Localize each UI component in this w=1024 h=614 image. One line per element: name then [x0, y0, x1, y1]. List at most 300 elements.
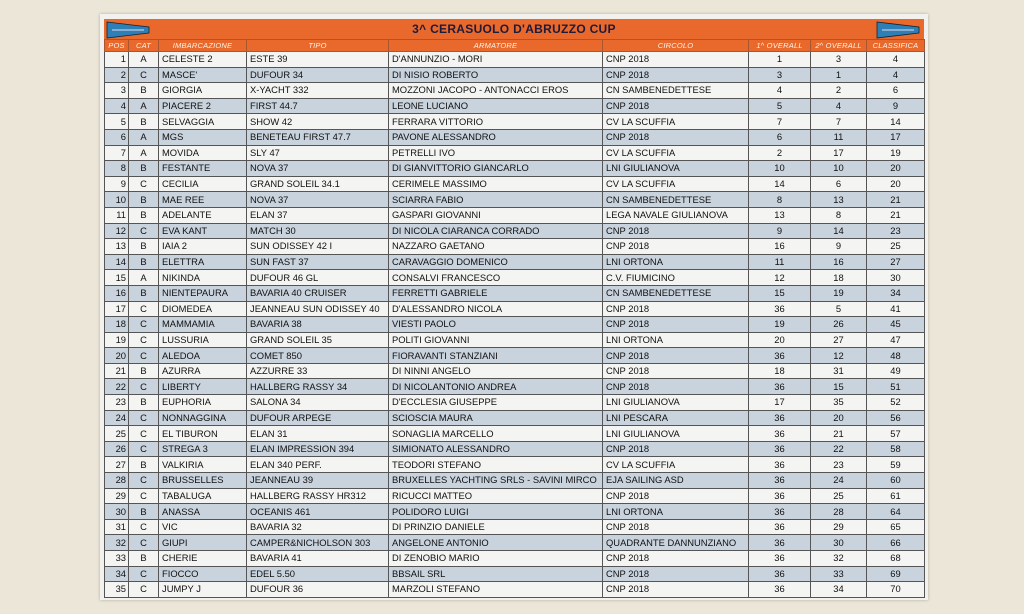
- cell-total: 45: [867, 317, 925, 333]
- cell-cat: B: [129, 363, 159, 379]
- cell-owner: TEODORI STEFANO: [389, 457, 603, 473]
- cell-overall-2: 18: [811, 270, 867, 286]
- cell-overall-2: 27: [811, 332, 867, 348]
- cell-type: X-YACHT 332: [247, 83, 389, 99]
- cell-overall-2: 6: [811, 176, 867, 192]
- cell-club: CV LA SCUFFIA: [603, 114, 749, 130]
- cell-pos: 19: [105, 332, 129, 348]
- cell-cat: C: [129, 488, 159, 504]
- cell-total: 21: [867, 192, 925, 208]
- cell-type: ELAN IMPRESSION 394: [247, 441, 389, 457]
- cell-pos: 28: [105, 473, 129, 489]
- cell-cat: C: [129, 582, 159, 598]
- cell-total: 19: [867, 145, 925, 161]
- cell-type: NOVA 37: [247, 192, 389, 208]
- cell-boat: CECILIA: [159, 176, 247, 192]
- cell-cat: C: [129, 332, 159, 348]
- cell-type: HALLBERG RASSY HR312: [247, 488, 389, 504]
- cell-owner: VIESTI PAOLO: [389, 317, 603, 333]
- cell-boat: EUPHORIA: [159, 395, 247, 411]
- cell-club: CV LA SCUFFIA: [603, 457, 749, 473]
- cell-owner: MOZZONI JACOPO - ANTONACCI EROS: [389, 83, 603, 99]
- cell-overall-1: 1: [749, 52, 811, 68]
- table-row: [105, 83, 925, 99]
- table-row: [105, 566, 925, 582]
- cell-pos: 9: [105, 176, 129, 192]
- cell-overall-2: 8: [811, 207, 867, 223]
- cell-pos: 7: [105, 145, 129, 161]
- table-row: [105, 363, 925, 379]
- cell-boat: MAMMAMIA: [159, 317, 247, 333]
- cell-type: ELAN 340 PERF.: [247, 457, 389, 473]
- cell-pos: 32: [105, 535, 129, 551]
- cell-overall-1: 13: [749, 207, 811, 223]
- cell-cat: B: [129, 285, 159, 301]
- cell-total: 25: [867, 239, 925, 255]
- cell-total: 20: [867, 161, 925, 177]
- cell-overall-2: 5: [811, 301, 867, 317]
- cell-owner: NAZZARO GAETANO: [389, 239, 603, 255]
- cell-boat: IAIA 2: [159, 239, 247, 255]
- cell-pos: 8: [105, 161, 129, 177]
- cell-boat: GIORGIA: [159, 83, 247, 99]
- table-row: [105, 192, 925, 208]
- cell-cat: B: [129, 114, 159, 130]
- cell-overall-1: 36: [749, 301, 811, 317]
- cell-owner: POLITI GIOVANNI: [389, 332, 603, 348]
- cell-boat: ALEDOA: [159, 348, 247, 364]
- cell-total: 47: [867, 332, 925, 348]
- cell-boat: ADELANTE: [159, 207, 247, 223]
- cell-cat: B: [129, 161, 159, 177]
- cell-overall-2: 22: [811, 441, 867, 457]
- table-row: [105, 410, 925, 426]
- cell-overall-2: 25: [811, 488, 867, 504]
- cell-club: CNP 2018: [603, 67, 749, 83]
- cell-boat: PIACERE 2: [159, 98, 247, 114]
- cell-overall-2: 2: [811, 83, 867, 99]
- cell-club: LNI ORTONA: [603, 504, 749, 520]
- table-row: [105, 348, 925, 364]
- table-row: [105, 145, 925, 161]
- cell-total: 4: [867, 52, 925, 68]
- cell-pos: 12: [105, 223, 129, 239]
- cell-boat: STREGA 3: [159, 441, 247, 457]
- cell-owner: D'ALESSANDRO NICOLA: [389, 301, 603, 317]
- cell-boat: MOVIDA: [159, 145, 247, 161]
- cell-overall-1: 9: [749, 223, 811, 239]
- cell-club: CV LA SCUFFIA: [603, 145, 749, 161]
- cell-total: 52: [867, 395, 925, 411]
- cell-overall-2: 17: [811, 145, 867, 161]
- table-row: [105, 114, 925, 130]
- table-row: [105, 441, 925, 457]
- cell-type: GRAND SOLEIL 35: [247, 332, 389, 348]
- cell-owner: SCIOSCIA MAURA: [389, 410, 603, 426]
- cell-boat: CHERIE: [159, 551, 247, 567]
- table-body: [105, 52, 925, 598]
- cell-pos: 31: [105, 519, 129, 535]
- cell-overall-2: 1: [811, 67, 867, 83]
- cell-club: CNP 2018: [603, 488, 749, 504]
- cell-total: 66: [867, 535, 925, 551]
- cell-type: DUFOUR 46 GL: [247, 270, 389, 286]
- cell-cat: B: [129, 551, 159, 567]
- cell-owner: DI NISIO ROBERTO: [389, 67, 603, 83]
- cell-overall-2: 15: [811, 379, 867, 395]
- cell-boat: MGS: [159, 129, 247, 145]
- cell-owner: FERRARA VITTORIO: [389, 114, 603, 130]
- cell-overall-2: 35: [811, 395, 867, 411]
- cell-club: LNI GIULIANOVA: [603, 395, 749, 411]
- results-sheet: [100, 14, 928, 600]
- cell-total: 64: [867, 504, 925, 520]
- cell-type: SUN ODISSEY 42 I: [247, 239, 389, 255]
- cell-overall-1: 20: [749, 332, 811, 348]
- cell-overall-1: 36: [749, 473, 811, 489]
- cell-owner: DI NICOLA CIARANCA CORRADO: [389, 223, 603, 239]
- cell-boat: CELESTE 2: [159, 52, 247, 68]
- cell-owner: ANGELONE ANTONIO: [389, 535, 603, 551]
- cell-club: EJA SAILING ASD: [603, 473, 749, 489]
- cell-pos: 25: [105, 426, 129, 442]
- cell-club: CNP 2018: [603, 519, 749, 535]
- cell-overall-2: 12: [811, 348, 867, 364]
- cell-boat: NONNAGGINA: [159, 410, 247, 426]
- cell-pos: 33: [105, 551, 129, 567]
- cell-total: 30: [867, 270, 925, 286]
- cell-total: 41: [867, 301, 925, 317]
- cell-overall-2: 4: [811, 98, 867, 114]
- cell-owner: GASPARI GIOVANNI: [389, 207, 603, 223]
- cell-owner: D'ANNUNZIO - MORI: [389, 52, 603, 68]
- table-row: [105, 67, 925, 83]
- cell-overall-1: 36: [749, 488, 811, 504]
- cell-type: HALLBERG RASSY 34: [247, 379, 389, 395]
- cell-type: BAVARIA 40 CRUISER: [247, 285, 389, 301]
- cell-overall-1: 16: [749, 239, 811, 255]
- cell-overall-2: 9: [811, 239, 867, 255]
- cell-cat: A: [129, 270, 159, 286]
- cell-boat: VIC: [159, 519, 247, 535]
- cell-type: BAVARIA 38: [247, 317, 389, 333]
- cell-cat: C: [129, 176, 159, 192]
- cell-overall-2: 21: [811, 426, 867, 442]
- cell-cat: B: [129, 207, 159, 223]
- table-header-row: [105, 40, 925, 52]
- cell-overall-1: 36: [749, 551, 811, 567]
- cell-cat: C: [129, 441, 159, 457]
- cell-cat: C: [129, 519, 159, 535]
- cell-pos: 2: [105, 67, 129, 83]
- table-row: [105, 270, 925, 286]
- cell-owner: BRUXELLES YACHTING SRLS - SAVINI MIRCO: [389, 473, 603, 489]
- header-overall-2: 2^ OVERALL: [811, 40, 867, 52]
- cell-overall-2: 3: [811, 52, 867, 68]
- cell-club: CNP 2018: [603, 566, 749, 582]
- cell-owner: POLIDORO LUIGI: [389, 504, 603, 520]
- cell-pos: 13: [105, 239, 129, 255]
- cell-cat: A: [129, 98, 159, 114]
- cell-cat: A: [129, 145, 159, 161]
- cell-total: 27: [867, 254, 925, 270]
- cell-cat: B: [129, 504, 159, 520]
- cell-overall-2: 26: [811, 317, 867, 333]
- cell-cat: B: [129, 192, 159, 208]
- cell-pos: 6: [105, 129, 129, 145]
- cell-club: CNP 2018: [603, 52, 749, 68]
- cell-boat: DIOMEDEA: [159, 301, 247, 317]
- cell-type: DUFOUR 36: [247, 582, 389, 598]
- cell-overall-2: 10: [811, 161, 867, 177]
- table-row: [105, 301, 925, 317]
- cell-type: AZZURRE 33: [247, 363, 389, 379]
- cell-type: SUN FAST 37: [247, 254, 389, 270]
- cell-overall-1: 36: [749, 535, 811, 551]
- cell-overall-2: 34: [811, 582, 867, 598]
- cell-club: CN SAMBENEDETTESE: [603, 285, 749, 301]
- cell-boat: FESTANTE: [159, 161, 247, 177]
- cell-overall-1: 36: [749, 457, 811, 473]
- cell-boat: LIBERTY: [159, 379, 247, 395]
- cell-pos: 17: [105, 301, 129, 317]
- cell-owner: RICUCCI MATTEO: [389, 488, 603, 504]
- cell-type: NOVA 37: [247, 161, 389, 177]
- cell-owner: SIMIONATO ALESSANDRO: [389, 441, 603, 457]
- cell-type: JEANNEAU SUN ODISSEY 40: [247, 301, 389, 317]
- cell-owner: PAVONE ALESSANDRO: [389, 129, 603, 145]
- cell-cat: C: [129, 67, 159, 83]
- cell-pos: 26: [105, 441, 129, 457]
- cell-boat: FIOCCO: [159, 566, 247, 582]
- cell-cat: C: [129, 301, 159, 317]
- cell-type: SLY 47: [247, 145, 389, 161]
- results-table: [104, 39, 925, 598]
- cell-total: 51: [867, 379, 925, 395]
- cell-cat: C: [129, 317, 159, 333]
- cell-boat: VALKIRIA: [159, 457, 247, 473]
- cell-total: 14: [867, 114, 925, 130]
- cell-club: CV LA SCUFFIA: [603, 176, 749, 192]
- cell-overall-1: 19: [749, 317, 811, 333]
- cell-boat: ANASSA: [159, 504, 247, 520]
- table-row: [105, 254, 925, 270]
- cell-club: CNP 2018: [603, 441, 749, 457]
- cell-cat: B: [129, 254, 159, 270]
- cell-type: SALONA 34: [247, 395, 389, 411]
- cell-overall-1: 36: [749, 441, 811, 457]
- cell-overall-2: 11: [811, 129, 867, 145]
- cell-type: ELAN 31: [247, 426, 389, 442]
- cell-type: MATCH 30: [247, 223, 389, 239]
- cell-pos: 24: [105, 410, 129, 426]
- cell-overall-1: 2: [749, 145, 811, 161]
- table-row: [105, 317, 925, 333]
- cell-overall-1: 11: [749, 254, 811, 270]
- cell-owner: DI NINNI ANGELO: [389, 363, 603, 379]
- table-row: [105, 426, 925, 442]
- cell-pos: 30: [105, 504, 129, 520]
- cell-boat: NIENTEPAURA: [159, 285, 247, 301]
- cell-owner: CARAVAGGIO DOMENICO: [389, 254, 603, 270]
- cell-overall-1: 10: [749, 161, 811, 177]
- cell-boat: SELVAGGIA: [159, 114, 247, 130]
- cell-overall-1: 6: [749, 129, 811, 145]
- cell-total: 17: [867, 129, 925, 145]
- cell-club: CNP 2018: [603, 348, 749, 364]
- cell-overall-1: 3: [749, 67, 811, 83]
- cell-pos: 5: [105, 114, 129, 130]
- table-row: [105, 504, 925, 520]
- cell-total: 6: [867, 83, 925, 99]
- cell-total: 23: [867, 223, 925, 239]
- cell-owner: DI ZENOBIO MARIO: [389, 551, 603, 567]
- cell-club: LNI GIULIANOVA: [603, 161, 749, 177]
- cell-pos: 16: [105, 285, 129, 301]
- cell-pos: 10: [105, 192, 129, 208]
- header-pos: POS: [105, 40, 129, 52]
- cell-overall-1: 14: [749, 176, 811, 192]
- cell-club: CNP 2018: [603, 129, 749, 145]
- cell-club: CNP 2018: [603, 301, 749, 317]
- cell-boat: BRUSSELLES: [159, 473, 247, 489]
- cell-overall-2: 20: [811, 410, 867, 426]
- cell-overall-1: 36: [749, 582, 811, 598]
- cell-cat: C: [129, 379, 159, 395]
- table-row: [105, 207, 925, 223]
- cell-total: 58: [867, 441, 925, 457]
- cell-pos: 18: [105, 317, 129, 333]
- cell-overall-1: 36: [749, 566, 811, 582]
- cell-overall-2: 24: [811, 473, 867, 489]
- cell-club: CN SAMBENEDETTESE: [603, 83, 749, 99]
- header-armatore: ARMATORE: [389, 40, 603, 52]
- table-row: [105, 176, 925, 192]
- cell-owner: CERIMELE MASSIMO: [389, 176, 603, 192]
- cell-pos: 3: [105, 83, 129, 99]
- cell-owner: LEONE LUCIANO: [389, 98, 603, 114]
- cell-total: 70: [867, 582, 925, 598]
- cell-overall-2: 13: [811, 192, 867, 208]
- cell-type: BAVARIA 41: [247, 551, 389, 567]
- header-circolo: CIRCOLO: [603, 40, 749, 52]
- cell-boat: LUSSURIA: [159, 332, 247, 348]
- cell-pos: 20: [105, 348, 129, 364]
- table-row: [105, 98, 925, 114]
- cell-total: 59: [867, 457, 925, 473]
- cell-total: 4: [867, 67, 925, 83]
- cell-type: EDEL 5.50: [247, 566, 389, 582]
- cell-total: 21: [867, 207, 925, 223]
- cell-type: ESTE 39: [247, 52, 389, 68]
- cell-boat: NIKINDA: [159, 270, 247, 286]
- cell-overall-1: 18: [749, 363, 811, 379]
- club-burgee-icon: [106, 21, 150, 39]
- cell-pos: 15: [105, 270, 129, 286]
- cell-type: DUFOUR ARPEGE: [247, 410, 389, 426]
- cell-type: JEANNEAU 39: [247, 473, 389, 489]
- cell-overall-1: 7: [749, 114, 811, 130]
- cell-pos: 4: [105, 98, 129, 114]
- cell-overall-1: 8: [749, 192, 811, 208]
- cell-boat: MAE REE: [159, 192, 247, 208]
- cell-cat: B: [129, 395, 159, 411]
- cell-overall-2: 28: [811, 504, 867, 520]
- cell-total: 57: [867, 426, 925, 442]
- cell-owner: DI NICOLANTONIO ANDREA: [389, 379, 603, 395]
- cell-boat: JUMPY J: [159, 582, 247, 598]
- cell-boat: ELETTRA: [159, 254, 247, 270]
- cell-overall-2: 16: [811, 254, 867, 270]
- cell-boat: EVA KANT: [159, 223, 247, 239]
- cell-overall-1: 17: [749, 395, 811, 411]
- cell-total: 60: [867, 473, 925, 489]
- cell-total: 48: [867, 348, 925, 364]
- cell-boat: MASCE': [159, 67, 247, 83]
- cell-overall-2: 30: [811, 535, 867, 551]
- cell-owner: PETRELLI IVO: [389, 145, 603, 161]
- cell-overall-1: 15: [749, 285, 811, 301]
- table-row: [105, 535, 925, 551]
- cell-overall-1: 36: [749, 519, 811, 535]
- cell-owner: CONSALVI FRANCESCO: [389, 270, 603, 286]
- table-row: [105, 239, 925, 255]
- table-row: [105, 52, 925, 68]
- cell-cat: C: [129, 410, 159, 426]
- cell-total: 34: [867, 285, 925, 301]
- cell-total: 20: [867, 176, 925, 192]
- cell-cat: C: [129, 535, 159, 551]
- cell-pos: 34: [105, 566, 129, 582]
- cell-owner: SCIARRA FABIO: [389, 192, 603, 208]
- cell-club: CNP 2018: [603, 551, 749, 567]
- table-row: [105, 161, 925, 177]
- cell-club: CNP 2018: [603, 223, 749, 239]
- header-overall-1: 1^ OVERALL: [749, 40, 811, 52]
- cell-type: BAVARIA 32: [247, 519, 389, 535]
- cell-overall-1: 4: [749, 83, 811, 99]
- cell-overall-2: 31: [811, 363, 867, 379]
- table-row: [105, 473, 925, 489]
- table-row: [105, 395, 925, 411]
- cell-overall-2: 33: [811, 566, 867, 582]
- cell-type: DUFOUR 34: [247, 67, 389, 83]
- cell-overall-1: 36: [749, 426, 811, 442]
- cell-owner: SONAGLIA MARCELLO: [389, 426, 603, 442]
- cell-owner: FIORAVANTI STANZIANI: [389, 348, 603, 364]
- cell-owner: FERRETTI GABRIELE: [389, 285, 603, 301]
- cell-type: GRAND SOLEIL 34.1: [247, 176, 389, 192]
- cell-pos: 21: [105, 363, 129, 379]
- header-imbarcazione: IMBARCAZIONE: [159, 40, 247, 52]
- cell-club: CNP 2018: [603, 317, 749, 333]
- table-row: [105, 223, 925, 239]
- cell-pos: 1: [105, 52, 129, 68]
- cell-overall-1: 5: [749, 98, 811, 114]
- table-row: [105, 582, 925, 598]
- cell-pos: 14: [105, 254, 129, 270]
- cell-pos: 23: [105, 395, 129, 411]
- cell-owner: MARZOLI STEFANO: [389, 582, 603, 598]
- cell-club: CNP 2018: [603, 363, 749, 379]
- cell-owner: DI PRINZIO DANIELE: [389, 519, 603, 535]
- table-row: [105, 488, 925, 504]
- cell-total: 61: [867, 488, 925, 504]
- cell-pos: 11: [105, 207, 129, 223]
- cell-type: CAMPER&NICHOLSON 303: [247, 535, 389, 551]
- cell-club: CNP 2018: [603, 98, 749, 114]
- cell-type: SHOW 42: [247, 114, 389, 130]
